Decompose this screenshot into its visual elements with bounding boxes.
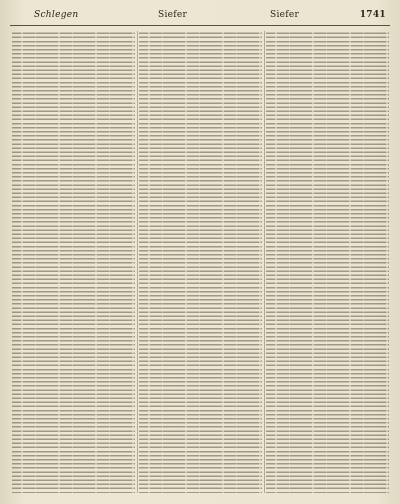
text-column-1 (12, 31, 135, 493)
header-rule (10, 25, 390, 26)
text-column-3 (266, 31, 389, 493)
column-divider (264, 31, 265, 493)
header-guide-word-middle: Siefer (158, 10, 188, 20)
page-number: 1741 (359, 10, 386, 20)
running-header (8, 10, 392, 24)
text-column-2 (139, 31, 262, 493)
header-guide-word-left: Schlegen (34, 10, 79, 20)
column-divider (137, 31, 138, 493)
header-guide-word-right: Siefer (270, 10, 300, 20)
